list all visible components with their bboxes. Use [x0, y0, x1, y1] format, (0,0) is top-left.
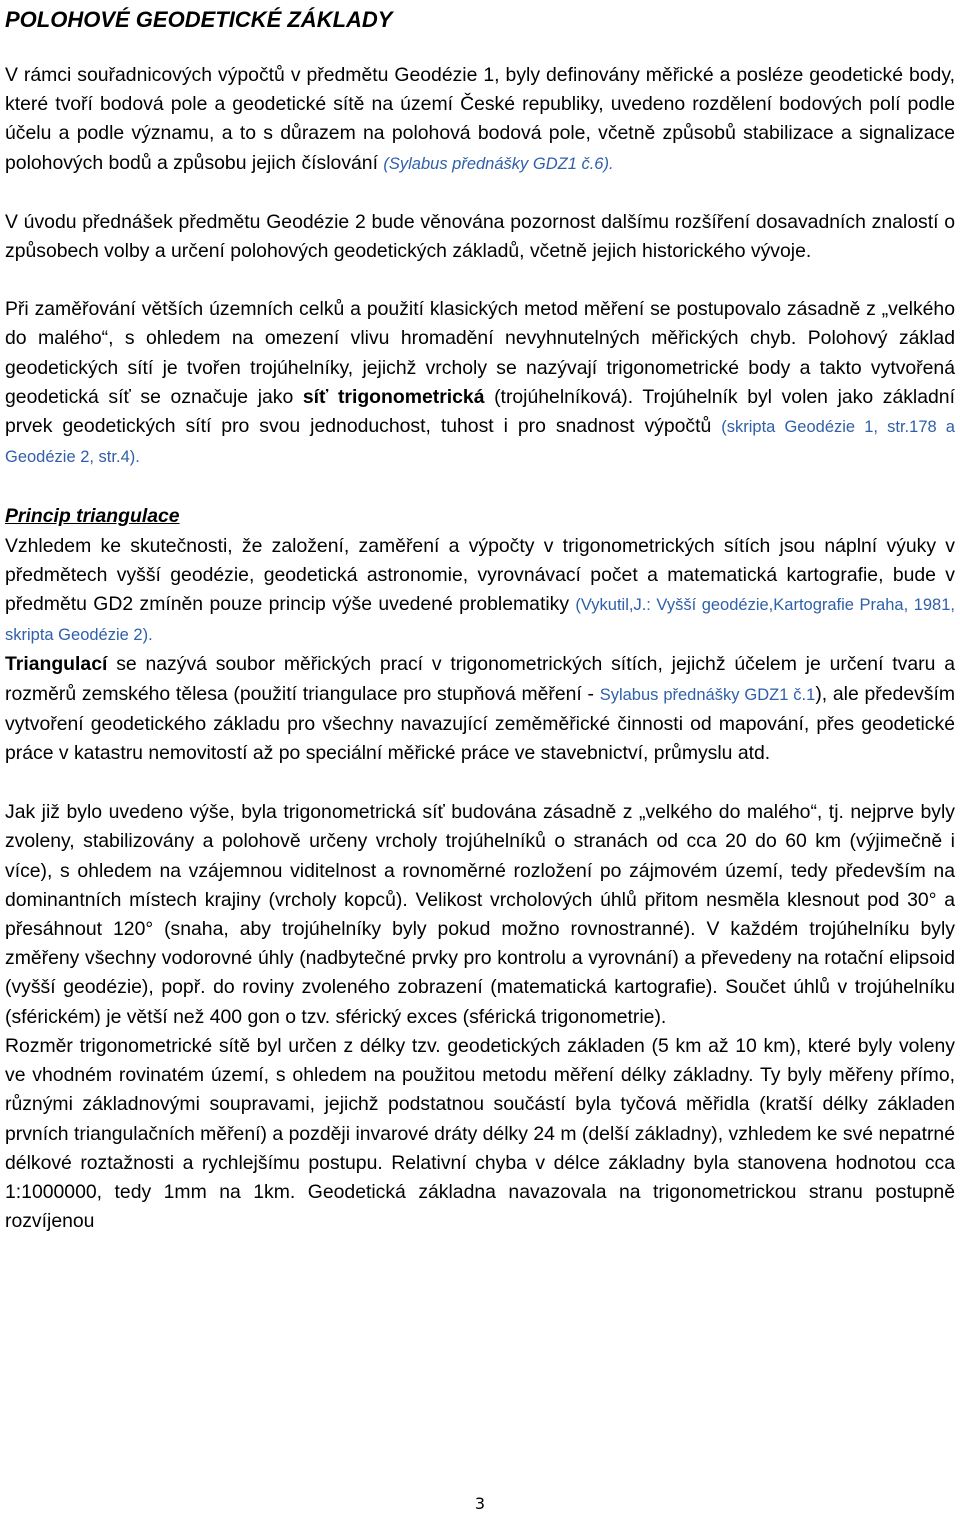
reference-syllabus-1: Sylabus přednášky GDZ1 č.1 [599, 685, 816, 704]
paragraph-principle-text: Vzhledem ke skutečnosti, že založení, zaměření a výpočty v trigonometrických sítích jsou náplní výuky v předmětech vyšší geodézie, geodetická astronomie, vyrovnávací počet a matematická kartografie, bude v předmětu GD2 zmíněn pouze princip výše uvedené problematiky [5, 534, 955, 616]
paragraph-network-build: Jak již bylo uvedeno výše, byla trigonometrická síť budována zásadně z „velkého do malého“, tj. nejprve byly zvoleny, stabilizovány a polohově určeny vrcholy trojúhelníků o stranách od cca 20 do 60 km (výjimečně i více), s ohledem na vzájemnou viditelnost a rovnoměrné rozložení po zájmovém území, tedy především na dominantních místech krajiny (vrcholy kopců). Velikost vrcholových úhlů přitom nesměla klesnout pod 30° a přesáhnout 120° (snaha, aby trojúhelníky byly pokud možno rovnostranné). V každém trojúhelníku byly změřeny všechny vodorovné úhly (nadbytečné prvky pro kontrolu a vyrovnání) a převedeny na rotační elipsoid (vyšší geodézie), popř. do roviny zvoleného zobrazení (matematická kartografie). Součet úhlů v trojúhelníku (sférickém) je větší než 400 gon o tzv. sférický exces (sférická trigonometrie). [5, 801, 955, 1028]
page-title: POLOHOVÉ GEODETICKÉ ZÁKLADY [5, 7, 393, 32]
spacer [5, 472, 955, 502]
page-number: 3 [474, 1494, 486, 1513]
paragraph-principle [5, 502, 955, 650]
paragraph-lectures: V úvodu přednášek předmětu Geodézie 2 bude věnována pozornost dalšímu rozšíření dosavadních znalostí o způsobech volby a určení polohových geodetických základů, včetně jejich historického vývoje. [5, 210, 955, 263]
paragraph-measuring-text-b: (trojúhelníková). Trojúhelník byl volen jako základní prvek geodetických sítí pro svou jednoduchost, tuhost i pro snadnost výpočtů [5, 385, 955, 438]
paragraph-triangulation-text-a: se nazývá soubor měřických prací v trigonometrických sítích, jejichž účelem je určení tvaru a rozměrů zemského tělesa (použití triangulace pro stupňová měření - [5, 653, 955, 705]
paragraph-triangulation-definition [5, 650, 955, 768]
paragraph-triangulation-text-b: ), ale především vytvoření geodetického základu pro všechny navazující zeměměřické činnosti od mapování, přes geodetické práce v katastru nemovitostí až po speciální měřické práce ve stavebnictví, průmyslu atd. [5, 682, 955, 765]
term-triangulation: Triangulací [5, 653, 108, 676]
spacer [5, 768, 955, 798]
paragraph-baseline: Rozměr trigonometrické sítě byl určen z délky tzv. geodetických základen (5 km až 10 km), které byly voleny ve vhodném rovinatém území, s ohledem na použitou metodu měření délky základny. Ty byly měřeny přímo, různými základnovými soupravami, jejichž podstatnou součástí byla tyčová měřidla (kratší délky základen prvních triangulačních měření) a později invarové dráty délky 24 m (delší základny), vzhledem ke své nepatrné délkové roztažnosti a rychlejšímu postupu. Relativní chyba v délce základny byla stanovena hodnotou cca 1:1000000, tedy 1mm na 1km. Geodetická základna navazovala na trigonometrickou stranu postupně rozvíjenou [5, 1034, 955, 1233]
paragraph-measuring-text-a: Při zaměřování větších územních celků a použití klasických metod měření se postupovalo zásadně z „velkého do malého“, s ohledem na omezení vlivu hromadění nevyhnutelných měřických chyb. Polohový základ geodetických sítí je tvořen trojúhelníky, jejichž vrcholy se nazývají trigonometrické body a takto vytvořená geodetická síť se označuje jako [5, 298, 955, 408]
term-trigonometric-network: síť trigonometrická [302, 385, 485, 408]
spacer [5, 34, 955, 61]
reference-syllabus-6: (Sylabus přednášky GDZ1 č.6). [383, 154, 614, 173]
paragraph-intro-text: V rámci souřadnicových výpočtů v předmětu Geodézie 1, byly definovány měřické a posléze geodetické body, které tvoří bodová pole a geodetické sítě na území České republiky, uvedeno rozdělení bodových polí podle účelu a podle významu, a to s důrazem na polohová bodová pole, včetně způsobů stabilizace a signalizace polohových bodů a způsobu jejich číslování [5, 64, 955, 174]
document-page [5, 0, 955, 1236]
spacer [5, 266, 955, 295]
reference-skripta: (skripta Geodézie 1, str.178 a Geodézie 2, str.4). [5, 418, 955, 467]
paragraph-measuring [5, 295, 955, 472]
section-heading-triangulation: Princip triangulace [5, 505, 180, 528]
reference-vykutil: (Vykutil,J.: Vyšší geodézie,Kartografie Praha, 1981, skripta Geodézie 2). [5, 596, 955, 645]
paragraph-intro [5, 61, 955, 179]
spacer [5, 179, 955, 208]
